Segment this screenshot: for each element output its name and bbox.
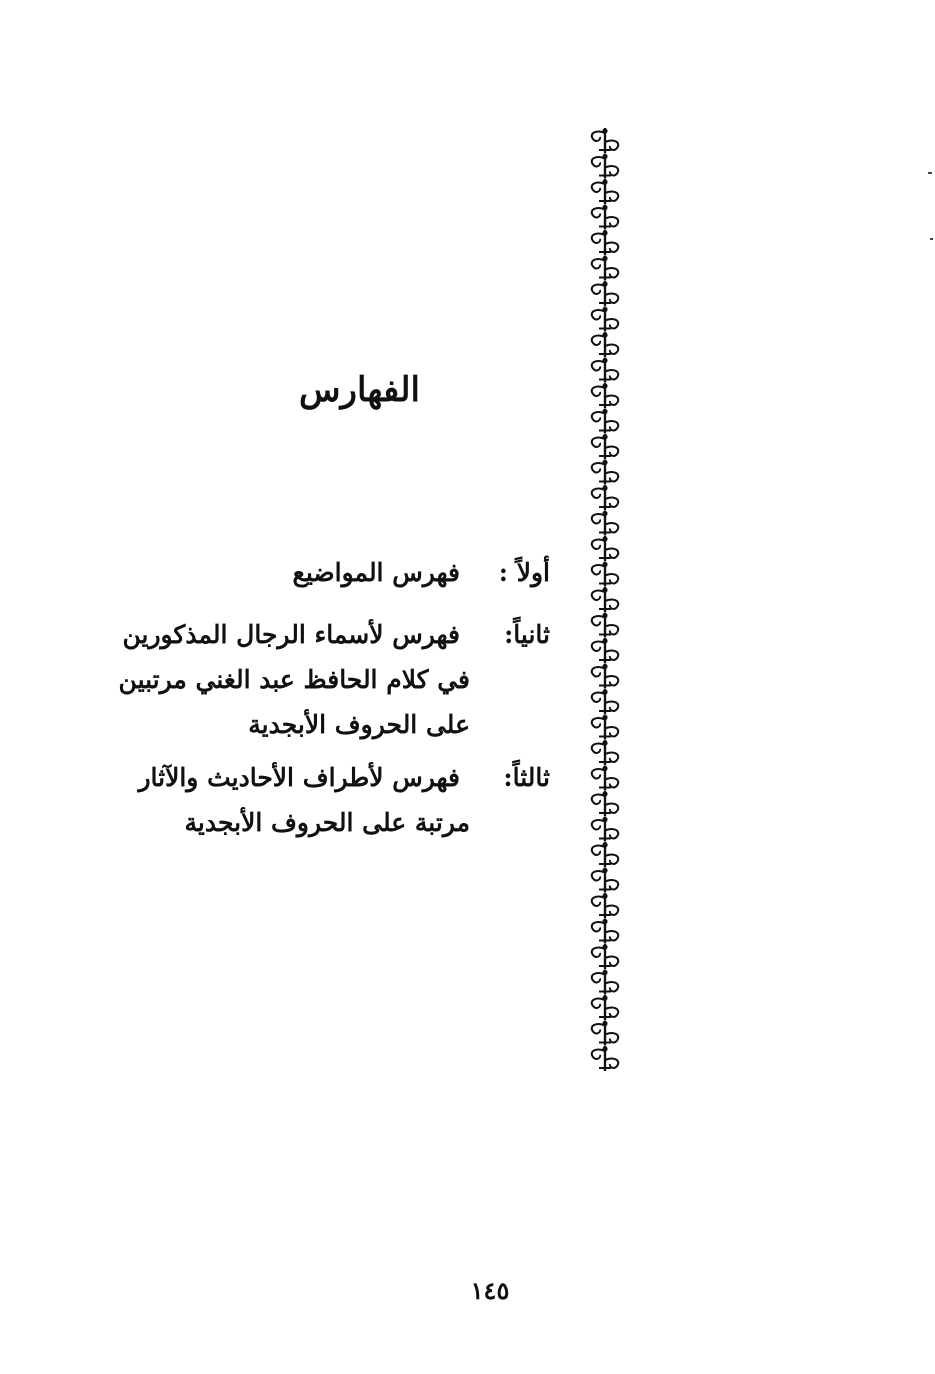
ornament-unit-icon — [592, 332, 619, 357]
ornament-unit-icon — [592, 383, 619, 408]
ornament-unit-icon — [592, 1046, 619, 1071]
ornament-unit-icon — [592, 893, 619, 918]
page-number: ١٤٥ — [470, 1276, 510, 1305]
ornament-unit-icon — [592, 1021, 619, 1046]
ornament-unit-icon — [592, 536, 619, 561]
ornament-unit-icon — [592, 562, 619, 587]
ornament-unit-icon — [592, 128, 619, 153]
index-entry-1 — [293, 550, 550, 595]
ornament-unit-icon — [592, 154, 619, 179]
index-entry-3 — [138, 755, 550, 845]
ornament-unit-icon — [592, 944, 619, 969]
entry-label: أولاً : — [498, 558, 550, 587]
ornament-unit-icon — [592, 740, 619, 765]
entry-label: ثالثاً: — [503, 763, 550, 792]
entry-text: فهرس لأسماء الرجال المذكورين — [122, 620, 460, 649]
scan-speck — [930, 238, 933, 240]
ornament-unit-icon — [592, 817, 619, 842]
ornament-unit-icon — [592, 970, 619, 995]
ornament-unit-icon — [592, 358, 619, 383]
ornament-unit-icon — [592, 842, 619, 867]
ornament-unit-icon — [592, 434, 619, 459]
ornament-unit-icon — [592, 868, 619, 893]
ornament-unit-icon — [592, 281, 619, 306]
ornament-unit-icon — [592, 995, 619, 1020]
entry-text-continued: على الحروف الأبجدية — [248, 710, 470, 739]
entry-text: فهرس المواضيع — [292, 558, 460, 587]
ornament-unit-icon — [592, 919, 619, 944]
ornament-unit-icon — [592, 766, 619, 791]
scan-speck — [928, 172, 932, 174]
ornament-unit-icon — [592, 689, 619, 714]
vertical-floral-border-icon — [583, 128, 627, 1083]
entry-text-continued: مرتبة على الحروف الأبجدية — [184, 808, 470, 837]
ornament-unit-icon — [592, 179, 619, 204]
entry-text: فهرس لأطراف الأحاديث والآثار — [138, 763, 460, 792]
ornament-unit-icon — [592, 638, 619, 663]
ornament-unit-icon — [592, 791, 619, 816]
ornament-unit-icon — [592, 664, 619, 689]
ornament-unit-icon — [592, 205, 619, 230]
ornament-unit-icon — [592, 230, 619, 255]
ornament-unit-icon — [592, 511, 619, 536]
page-title: الفهارس — [299, 370, 420, 410]
ornament-unit-icon — [592, 485, 619, 510]
entry-text-continued: في كلام الحافظ عبد الغني مرتبين — [118, 665, 470, 694]
index-entry-2 — [119, 612, 550, 747]
ornament-unit-icon — [592, 613, 619, 638]
ornament-unit-icon — [592, 307, 619, 332]
ornament-unit-icon — [592, 715, 619, 740]
ornament-unit-icon — [592, 587, 619, 612]
entry-label: ثانياً: — [504, 620, 550, 649]
ornament-unit-icon — [592, 460, 619, 485]
ornament-unit-icon — [592, 409, 619, 434]
ornament-unit-icon — [592, 256, 619, 281]
